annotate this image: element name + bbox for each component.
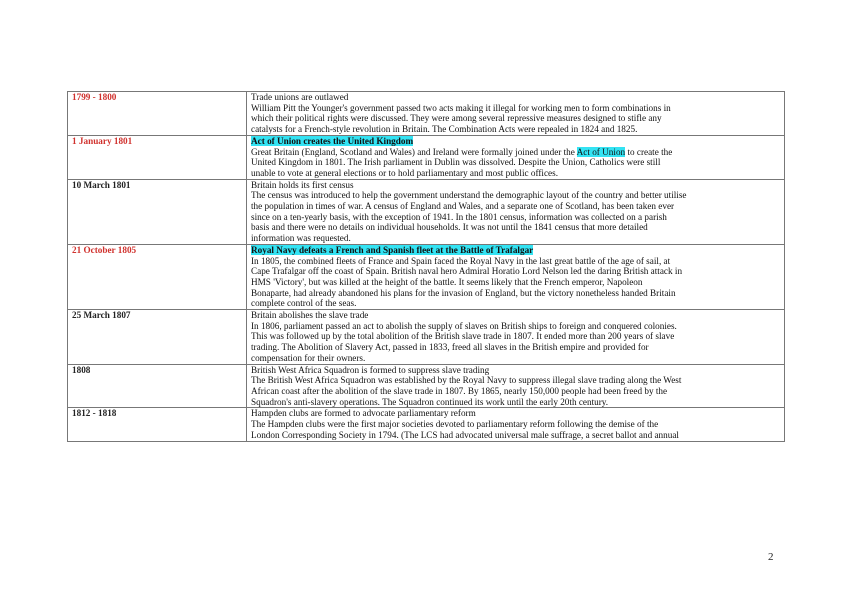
- table-row: [68, 92, 785, 136]
- entry-line: Bonaparte, had already abandoned his plans for the invasion of England, but the victory nonetheless handed Britain: [251, 287, 676, 298]
- entry-heading: Act of Union creates the United Kingdom: [251, 135, 414, 146]
- table-row: [68, 310, 785, 365]
- timeline-table: [67, 91, 785, 442]
- entry-line: William Pitt the Younger's government passed two acts making it illegal for working men to form combinations in: [251, 102, 671, 113]
- entry-line: unable to vote at general elections or to hold parliamentary and most public offices.: [251, 167, 559, 178]
- entry-heading: Royal Navy defeats a French and Spanish fleet at the Battle of Trafalgar: [251, 244, 534, 255]
- entry-line: complete control of the seas.: [251, 298, 357, 309]
- date-cell: 21 October 1805: [68, 244, 247, 309]
- entry-line: since on a ten-yearly basis, with the exception of 1941. In the 1801 census, information was collected on a parish: [251, 211, 667, 222]
- entry-text: Great Britain (England, Scotland and Wales) and Ireland were formally joined under the: [251, 146, 577, 157]
- entry-text: to create the: [625, 146, 673, 157]
- table-row: [68, 244, 785, 309]
- entry-line: catalysts for a French-style revolution in Britain. The Combination Acts were repealed in 1824 and 1825.: [251, 124, 638, 135]
- entry-line: The census was introduced to help the government understand the demographic layout of the country and better utilise: [251, 190, 687, 201]
- entry-heading: Hampden clubs are formed to advocate parliamentary reform: [251, 408, 476, 419]
- entry-heading: Trade unions are outlawed: [251, 92, 349, 102]
- table-row: [68, 408, 785, 441]
- entry-line: United Kingdom in 1801. The Irish parliament in Dublin was dissolved. Despite the Union, Catholics were still: [251, 157, 661, 168]
- entry-line: basis and there were no details on individual households. It was not until the 1841 census that more detailed: [251, 222, 648, 233]
- entry-line: information was requested.: [251, 233, 351, 244]
- entry-line: trading. The Abolition of Slavery Act, passed in 1833, freed all slaves in the British empire and provided for: [251, 342, 649, 353]
- entry-line: This was followed up by the total abolition of the British slave trade in 1807. It ended more than 200 years of slave: [251, 331, 675, 342]
- entry-line: In 1805, the combined fleets of France and Spain faced the Royal Navy in the last great battle of the age of sail, at: [251, 255, 671, 266]
- date-cell: 10 March 1801: [68, 179, 247, 244]
- entry-cell: [247, 92, 785, 136]
- entry-line: In 1806, parliament passed an act to abolish the supply of slaves on British ships to foreign and conquered colonies.: [251, 320, 677, 331]
- page-number: 2: [768, 551, 774, 563]
- entry-heading: British West Africa Squadron is formed to suppress slave trading: [251, 364, 490, 375]
- entry-heading: Britain holds its first census: [251, 179, 354, 190]
- highlighted-term: Act of Union: [576, 146, 626, 157]
- entry-line: [251, 147, 782, 158]
- date-cell: 25 March 1807: [68, 310, 247, 365]
- entry-line: The British West Africa Squadron was established by the Royal Navy to suppress illegal slave trading along the West: [251, 375, 682, 386]
- entry-cell: [247, 364, 785, 408]
- table-row: [68, 135, 785, 179]
- date-cell: 1808: [68, 364, 247, 408]
- entry-line: Cape Trafalgar off the coast of Spain. British naval hero Admiral Horatio Lord Nelson led the daring British attack in: [251, 266, 683, 277]
- date-cell: 1 January 1801: [68, 135, 247, 179]
- entry-cell: [247, 310, 785, 365]
- entry-cell: [247, 135, 785, 179]
- entry-line: which their political rights were discussed. They were among several repressive measures designed to stifle any: [251, 113, 662, 124]
- entry-cell: [247, 244, 785, 309]
- entry-heading: Britain abolishes the slave trade: [251, 310, 369, 321]
- entry-line: The Hampden clubs were the first major societies devoted to parliamentary reform following the demise of the: [251, 419, 659, 430]
- entry-line: London Corresponding Society in 1794. (The LCS had advocated universal male suffrage, a secret ballot and annual: [251, 429, 679, 440]
- date-cell: 1812 - 1818: [68, 408, 247, 441]
- table-row: [68, 179, 785, 244]
- entry-line: African coast after the abolition of the slave trade in 1807. By 1865, nearly 150,000 people had been freed by the: [251, 385, 668, 396]
- entry-cell: [247, 408, 785, 441]
- entry-cell: [247, 179, 785, 244]
- entry-line: compensation for their owners.: [251, 352, 366, 363]
- entry-line: HMS 'Victory', but was killed at the height of the battle. It seems likely that the French emperor, Napoleon: [251, 276, 643, 287]
- table-row: [68, 364, 785, 408]
- date-cell: 1799 - 1800: [68, 92, 247, 136]
- entry-line: Squadron's anti-slavery operations. The Squadron continued its work until the early 20th century.: [251, 396, 609, 407]
- entry-line: the population in times of war. A census of England and Wales, and a separate one of Scotland, has been taken ever: [251, 201, 675, 212]
